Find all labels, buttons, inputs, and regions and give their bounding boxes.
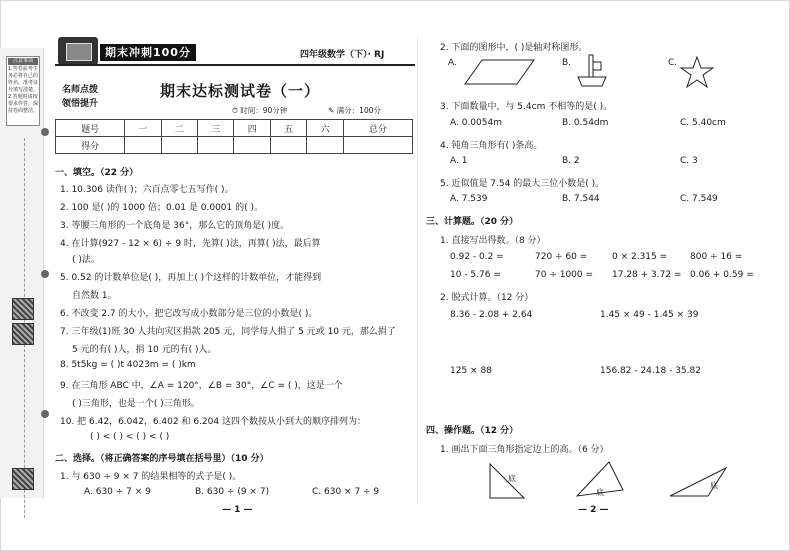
base-label-1: 底 (508, 474, 516, 483)
binding-strip (0, 48, 44, 498)
full-score: ✎ 满分：100分 (328, 106, 381, 115)
question-10: 10. 把 6.42，6.042，6.402 和 6.204 这四个数按从小到大的顺序排列为： (60, 417, 366, 427)
question-4-cont: ( )法。 (72, 255, 100, 265)
question-3: 3. 等腰三角形的一个底角是 36°，那么它的顶角是( )度。 (60, 221, 290, 231)
score-cell: 二 (161, 120, 197, 137)
choice-3: 3. 下面数量中，与 5.4cm 不相等的是( )。 (440, 102, 613, 112)
score-table (55, 119, 413, 154)
question-9: 9. 在三角形 ABC 中，∠A = 120°，∠B = 30°，∠C = ( )，这是一个 (60, 381, 343, 391)
calc-item: 800 ÷ 16 = (690, 252, 743, 262)
parallelogram-figure (462, 58, 542, 88)
question-9-cont: ( )三角形，也是一个( )三角形。 (72, 399, 200, 409)
score-cell: 得分 (56, 137, 125, 154)
base-label-2: 底 (596, 488, 604, 497)
score-cell: 题号 (56, 120, 125, 137)
calc-item: 0 × 2.315 = (612, 252, 668, 262)
page-number-1: — 1 — (222, 505, 253, 515)
notice-box (6, 56, 40, 126)
calc-item: 0.06 + 0.59 = (690, 270, 754, 280)
boat-figure (572, 52, 612, 92)
score-cell: 五 (270, 120, 306, 137)
question-7: 7. 三年级(1)班 30 人共向灾区捐款 205 元，同学每人捐了 5 元或 10 元，那么捐了 (60, 327, 396, 337)
score-input-cell[interactable] (125, 137, 161, 154)
step-calc-d: 156.82 - 24.18 - 35.82 (600, 366, 701, 376)
notice-label: 注意事项 (8, 58, 38, 65)
calc-item: 720 ÷ 60 = (535, 252, 588, 262)
section-operation: 四、操作题。（12 分） (426, 426, 519, 436)
score-cell: 总分 (343, 120, 412, 137)
section-calculation: 三、计算题。（20 分） (426, 217, 519, 227)
choice-1-option-a[interactable]: A. 630 ÷ 7 × 9 (84, 487, 151, 497)
series-banner: 期末冲刺100分 (100, 44, 196, 61)
choice-2-option-a[interactable]: A. (448, 58, 457, 68)
choice-2-option-b[interactable]: B. (562, 58, 572, 68)
choice-1: 1. 与 630 ÷ 9 × 7 的结果相等的式子是( )。 (60, 472, 242, 482)
barcode-stamp-2 (12, 323, 34, 345)
score-cell: 一 (125, 120, 161, 137)
base-label-3: 底 (710, 481, 718, 490)
barcode-stamp-3 (12, 468, 34, 490)
choice-1-option-c[interactable]: C. 630 × 7 ÷ 9 (312, 487, 380, 497)
calc-item: 70 ÷ 1000 = (535, 270, 594, 280)
question-1: 1. 10.306 读作( )；六百点零七五写作( )。 (60, 185, 234, 195)
score-header-row (56, 120, 413, 137)
score-input-cell[interactable] (234, 137, 270, 154)
question-2: 2. 100 是( )的 1000 倍；0.01 是 0.0001 的( )。 (60, 203, 263, 213)
score-input-cell[interactable] (343, 137, 412, 154)
binding-hole-1 (41, 128, 49, 136)
step-calc-a: 8.36 - 2.08 + 2.64 (450, 310, 533, 320)
score-input-cell[interactable] (198, 137, 234, 154)
calc-item: 0.92 - 0.2 = (450, 252, 504, 262)
triangle-obtuse-figure (668, 466, 728, 500)
choice-1-option-b[interactable]: B. 630 ÷ (9 × 7) (195, 487, 270, 497)
question-5-cont: 自然数 1。 (72, 291, 117, 301)
question-4: 4. 在计算(927 - 12 × 6) ÷ 9 时，先算( )法，再算( )法，最后算 (60, 239, 321, 249)
tip-line-1: 名师点拨 (62, 85, 99, 95)
score-value-row (56, 137, 413, 154)
choice-4-option-a[interactable]: A. 1 (450, 156, 468, 166)
choice-5-option-c[interactable]: C. 7.549 (680, 194, 718, 204)
calc-part-1: 1. 直接写出得数。（8 分） (440, 236, 546, 246)
exam-title: 期末达标测试卷（一） (160, 82, 321, 100)
question-7-cont: 5 元的有( )人，捐 10 元的有( )人。 (72, 345, 217, 355)
calc-item: 10 - 5.76 = (450, 270, 501, 280)
score-cell: 三 (198, 120, 234, 137)
subject-label: 四年级数学（下）· RJ (300, 50, 385, 60)
score-cell: 六 (307, 120, 343, 137)
binding-hole-3 (41, 410, 49, 418)
score-input-cell[interactable] (307, 137, 343, 154)
section-choice: 二、选择。（将正确答案的序号填在括号里）（10 分） (55, 454, 269, 464)
time-text: 时间：90分钟 (240, 106, 288, 115)
star-figure (680, 56, 714, 90)
choice-2-option-c[interactable]: C. (668, 58, 678, 68)
score-input-cell[interactable] (161, 137, 197, 154)
time-limit: ⏱ 时间：90分钟 (232, 106, 288, 115)
book-logo-icon (58, 37, 98, 65)
score-input-cell[interactable] (270, 137, 306, 154)
choice-5: 5. 近似值是 7.54 的最大三位小数是( )。 (440, 179, 605, 189)
operation-1: 1. 画出下面三角形指定边上的高。（6 分） (440, 445, 609, 455)
step-calc-c: 125 × 88 (450, 366, 492, 376)
question-8: 8. 5t5kg = ( )t 4023m = ( )km (60, 360, 196, 370)
section-fill-blank: 一、填空。（22 分） (55, 168, 139, 178)
choice-3-option-c[interactable]: C. 5.40cm (680, 118, 726, 128)
page-number-2: — 2 — (578, 505, 609, 515)
choice-5-option-a[interactable]: A. 7.539 (450, 194, 488, 204)
score-text: 满分：100分 (336, 106, 381, 115)
step-calc-b: 1.45 × 49 - 1.45 × 39 (600, 310, 699, 320)
score-cell: 四 (234, 120, 270, 137)
choice-4: 4. 钝角三角形有( )条高。 (440, 141, 543, 151)
question-10-cont: ( ) < ( ) < ( ) < ( ) (90, 432, 170, 442)
calc-item: 17.28 + 3.72 = (612, 270, 682, 280)
question-6: 6. 不改变 2.7 的大小，把它改写成小数部分是三位的小数是( )。 (60, 309, 318, 319)
barcode-stamp-1 (12, 298, 34, 320)
choice-4-option-b[interactable]: B. 2 (562, 156, 580, 166)
choice-2: 2. 下面的图形中，( )是轴对称图形。 (440, 43, 588, 53)
binding-hole-2 (41, 270, 49, 278)
choice-3-option-a[interactable]: A. 0.0054m (450, 118, 502, 128)
calc-part-2: 2. 脱式计算。（12 分） (440, 293, 534, 303)
tip-line-2: 领悟提升 (62, 99, 99, 109)
notice-text: 1.答卷前考生务必将自己的姓名、准考证号填写清楚。2.答题时请按要求作答，保持卷面整洁。 (8, 66, 39, 114)
question-5: 5. 0.52 的计数单位是( )，再加上( )个这样的计数单位，才能得到 (60, 273, 322, 283)
header-rule (55, 64, 415, 66)
choice-5-option-b[interactable]: B. 7.544 (562, 194, 600, 204)
column-divider (417, 35, 418, 505)
choice-4-option-c[interactable]: C. 3 (680, 156, 698, 166)
choice-3-option-b[interactable]: B. 0.54dm (562, 118, 609, 128)
